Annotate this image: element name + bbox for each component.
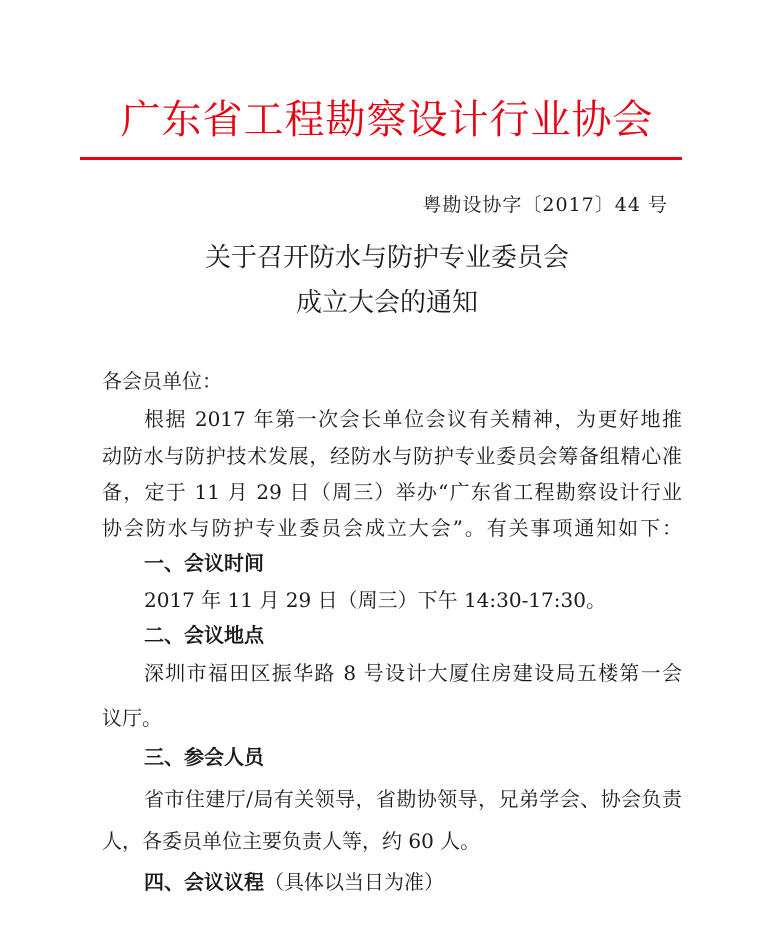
section-heading-time: 一、会议时间 [144, 551, 264, 575]
section-text-attendees-line-2: 人，各委员单位主要负责人等，约 60 人。 [102, 829, 481, 853]
salutation: 各会员单位： [102, 369, 222, 393]
section-text-place-line-2: 议厅。 [102, 706, 162, 730]
section-heading-attendees: 三、参会人员 [144, 745, 264, 769]
section-text-place-line-1: 深圳市福田区振华路 8 号设计大厦住房建设局五楼第一会 [144, 661, 682, 685]
notice-title-line-1: 关于召开防水与防护专业委员会 [204, 243, 569, 273]
section-text-time: 2017 年 11 月 29 日（周三）下午 14:30-17:30。 [144, 588, 606, 612]
paragraph-line: 备，定于 11 月 29 日（周三）举办“广东省工程勘察设计行业 [102, 480, 682, 504]
letterhead-red-rule [80, 157, 682, 160]
section-heading-agenda-label: 四、会议议程 [144, 870, 264, 894]
section-text-attendees-line-1: 省市住建厅/局有关领导，省勘协领导，兄弟学会、协会负责 [144, 787, 682, 811]
paragraph-line: 根据 2017 年第一次会长单位会议有关精神，为更好地推 [144, 407, 682, 431]
section-heading-place: 二、会议地点 [144, 623, 264, 647]
paragraph-line: 协会防水与防护专业委员会成立大会”。有关事项通知如下： [102, 516, 682, 540]
letterhead-org-name: 广东省工程勘察设计行业协会 [120, 97, 654, 143]
section-heading-agenda [144, 866, 444, 895]
document-number: 粤勘设协字〔2017〕44 号 [422, 194, 668, 216]
section-heading-agenda-note: （具体以当日为准） [264, 870, 444, 894]
notice-title-line-2: 成立大会的通知 [295, 288, 478, 318]
paragraph-line: 动防水与防护技术发展，经防水与防护专业委员会筹备组精心准 [102, 444, 682, 468]
